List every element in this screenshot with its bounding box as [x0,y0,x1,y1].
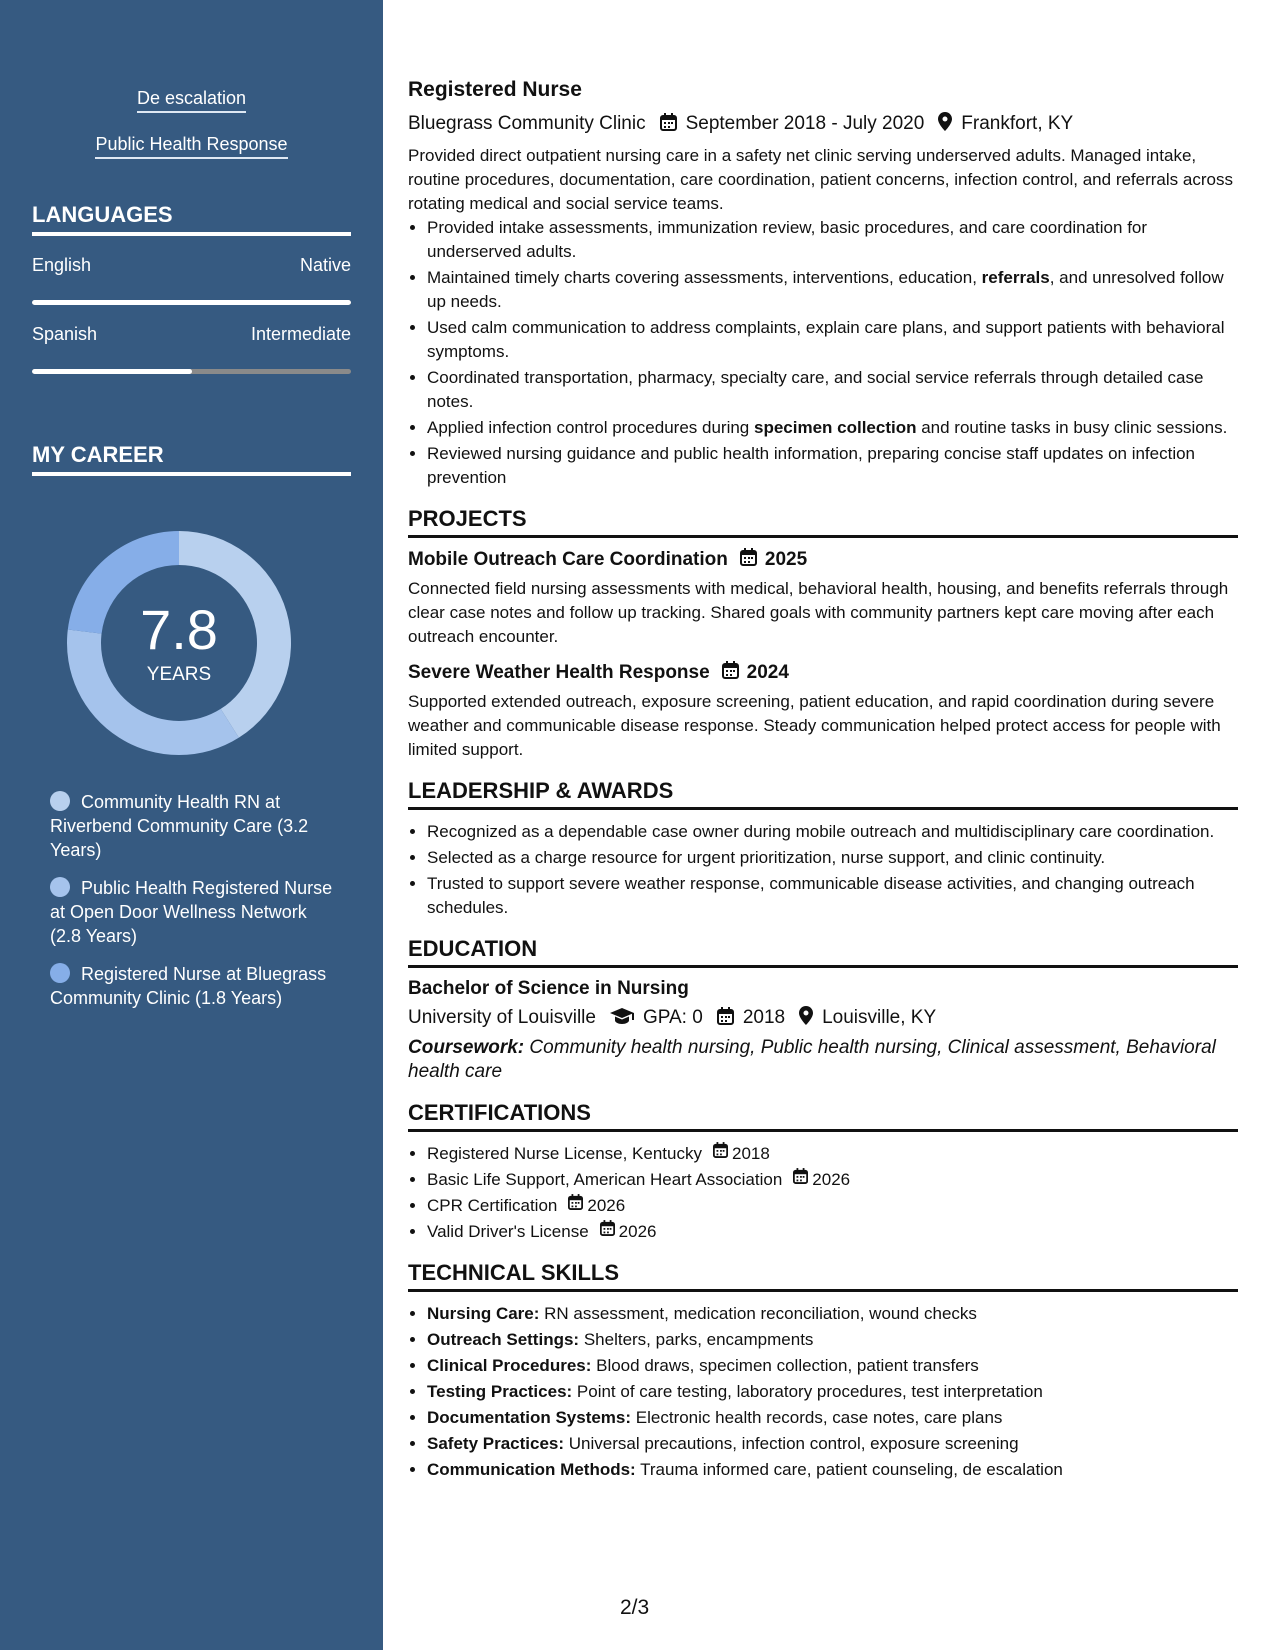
certification-name: • Valid Driver's License [427,1222,589,1241]
skill-value: Point of care testing, laboratory procedures, test interpretation [572,1382,1043,1401]
career-total [64,598,294,686]
leadership-item: • Selected as a charge resource for urgent prioritization, nurse support, and clinic continuity. [427,846,1238,870]
education-coursework [408,1036,1238,1084]
technical-skill-item [427,1302,1238,1326]
technical-skill-item [427,1354,1238,1378]
calendar-icon [713,1142,728,1166]
project-title: Severe Weather Health Response [408,661,710,683]
skill-label: Nursing Care: [427,1304,540,1323]
leadership-item: • Trusted to support severe weather response, communicable disease activities, and changing outreach schedules. [427,872,1238,920]
career-item-text: Registered Nurse at Bluegrass Community Clinic (1.8 Years) [50,964,327,1008]
calendar-icon [568,1194,583,1218]
map-pin-icon [938,112,952,136]
career-item [50,790,340,862]
certification-item [427,1194,1238,1218]
bullet-text: , and unresolved follow up needs. [427,268,1224,311]
job-bullet [427,442,1238,490]
skill-link-public-health-response[interactable]: Public Health Response [95,134,287,159]
certification-item [427,1142,1238,1166]
career-heading: MY CAREER [32,442,351,476]
career-list [50,790,340,1024]
skill-label: Clinical Procedures: [427,1356,592,1375]
certifications-list [408,1142,1238,1244]
leadership-item: • Recognized as a dependable case owner during mobile outreach and multidisciplinary care coordination. [427,820,1238,844]
skill-value: Trauma informed care, patient counseling, de escalation [635,1460,1063,1479]
skill-value: RN assessment, medication reconciliation, wound checks [539,1304,977,1323]
certification-year: 2026 [618,1222,657,1241]
skill-link-de-escalation[interactable]: De escalation [137,88,246,113]
language-bar-spanish [32,369,351,374]
bullet-text: and routine tasks in busy clinic sessions. [916,418,1228,437]
skill-value: Universal precautions, infection control, exposure screening [564,1434,1019,1453]
calendar-icon [717,1007,734,1030]
career-item [50,876,340,948]
job-company: Bluegrass Community Clinic [408,113,646,134]
job-bullet [427,316,1238,364]
technical-skill-item [427,1380,1238,1404]
language-level: Intermediate [250,324,351,344]
bullet-text: Maintained timely charts covering assessments, interventions, education, [427,268,982,287]
certification-year: 2018 [731,1144,770,1163]
career-legend-dot [50,877,70,897]
job-bullet [427,266,1238,314]
map-pin-icon [799,1006,813,1030]
main-content [408,78,1238,1484]
education-degree: Bachelor of Science in Nursing [408,978,689,999]
coursework-text: Community health nursing, Public health nursing, Clinical assessment, Behavioral health care [408,1037,1216,1082]
certification-name: • Basic Life Support, American Heart Association [427,1170,783,1189]
skill-label: Testing Practices: [427,1382,573,1401]
page-number: 2/3 [620,1596,650,1619]
job-location: Frankfort, KY [961,113,1074,134]
sidebar [0,0,383,1650]
projects-heading: PROJECTS [408,506,1238,538]
skill-links [0,88,383,180]
technical-skills-heading: TECHNICAL SKILLS [408,1260,1238,1292]
job-bullet [427,416,1238,440]
job-bullet [427,216,1238,264]
bullet-text: Coordinated transportation, pharmacy, specialty care, and social service referrals through detailed case notes. [427,368,1204,411]
job-summary: Provided direct outpatient nursing care in a safety net clinic serving underserved adults. Managed intake, routine procedures, documentation, care coordination, patient concerns, infection control, and referrals across rotating medical and social service teams. [408,146,1233,213]
technical-skill-item [427,1328,1238,1352]
language-row-spanish [32,324,351,345]
language-bar-fill [32,300,351,305]
bullet-bold-text: specimen collection [753,418,917,437]
career-legend-dot [50,791,70,811]
calendar-icon [740,548,757,571]
skill-label: Documentation Systems: [427,1408,632,1427]
language-name: English [32,255,92,275]
certification-item [427,1220,1238,1244]
certifications-heading: CERTIFICATIONS [408,1100,1238,1132]
skill-value: Blood draws, specimen collection, patient transfers [591,1356,979,1375]
career-total-unit: YEARS [146,664,212,685]
bullet-text: Used calm communication to address complaints, explain care plans, and support patients with behavioral symptoms. [427,318,1225,361]
bullet-text: Provided intake assessments, immunization review, basic procedures, and care coordination for underserved adults. [427,218,1148,261]
education-year: 2018 [742,1007,786,1028]
skill-label: Safety Practices: [427,1434,565,1453]
education-gpa: GPA: 0 [642,1007,703,1028]
certification-item [427,1168,1238,1192]
certification-year: 2026 [812,1170,851,1189]
career-item-text: Public Health Registered Nurse at Open Door Wellness Network (2.8 Years) [50,878,333,946]
job-bullets [408,216,1238,490]
language-bar-fill [32,369,192,374]
languages-heading: LANGUAGES [32,202,351,236]
bullet-text: Reviewed nursing guidance and public health information, preparing concise staff updates on infection prevention [427,444,1196,487]
project-year: 2024 [746,661,789,683]
career-item [50,962,340,1010]
job-title: Registered Nurse [408,78,582,101]
career-item-text: Community Health RN at Riverbend Community Care (3.2 Years) [50,792,309,860]
coursework-label: Coursework: [408,1037,525,1058]
certification-name: • CPR Certification [427,1196,558,1215]
bullet-text: Applied infection control procedures during [427,418,754,437]
bullet-bold-text: referrals [981,268,1050,287]
technical-skills-list [408,1302,1238,1482]
project-title-row [408,548,1238,571]
certification-year: 2026 [587,1196,626,1215]
education-heading: EDUCATION [408,936,1238,968]
language-row-english [32,255,351,276]
leadership-heading: LEADERSHIP & AWARDS [408,778,1238,810]
skill-value: Electronic health records, case notes, care plans [631,1408,1003,1427]
skill-value: Shelters, parks, encampments [579,1330,814,1349]
leadership-list [408,820,1238,920]
language-bar-english [32,300,351,305]
calendar-icon [660,113,677,136]
project-description: Connected field nursing assessments with medical, behavioral health, housing, and benefits referrals through clear case notes and follow up tracking. Shared goals with community partners kept care moving after each outreach encounter. [408,579,1229,646]
job-bullet [427,366,1238,414]
calendar-icon [793,1168,808,1192]
education-location: Louisville, KY [822,1007,937,1028]
project-description: Supported extended outreach, exposure screening, patient education, and rapid coordination during severe weather and communicable disease response. Steady communication helped protect access for people with limited support. [408,692,1221,759]
education-meta [408,1006,1238,1030]
career-total-number: 7.8 [140,598,218,661]
career-legend-dot [50,963,70,983]
project-title-row [408,661,1238,684]
graduation-cap-icon [610,1008,634,1029]
project-title: Mobile Outreach Care Coordination [408,548,728,570]
technical-skill-item [427,1458,1238,1482]
skill-label: Communication Methods: [427,1460,636,1479]
technical-skill-item [427,1406,1238,1430]
education-school: University of Louisville [408,1007,596,1028]
calendar-icon [722,661,739,684]
job-dates: September 2018 - July 2020 [685,113,925,134]
calendar-icon [600,1220,615,1244]
job-meta [408,112,1238,136]
language-name: Spanish [32,324,98,344]
project-year: 2025 [764,548,808,570]
skill-label: Outreach Settings: [427,1330,580,1349]
certification-name: • Registered Nurse License, Kentucky [427,1144,702,1163]
technical-skill-item [427,1432,1238,1456]
language-level: Native [299,255,351,275]
